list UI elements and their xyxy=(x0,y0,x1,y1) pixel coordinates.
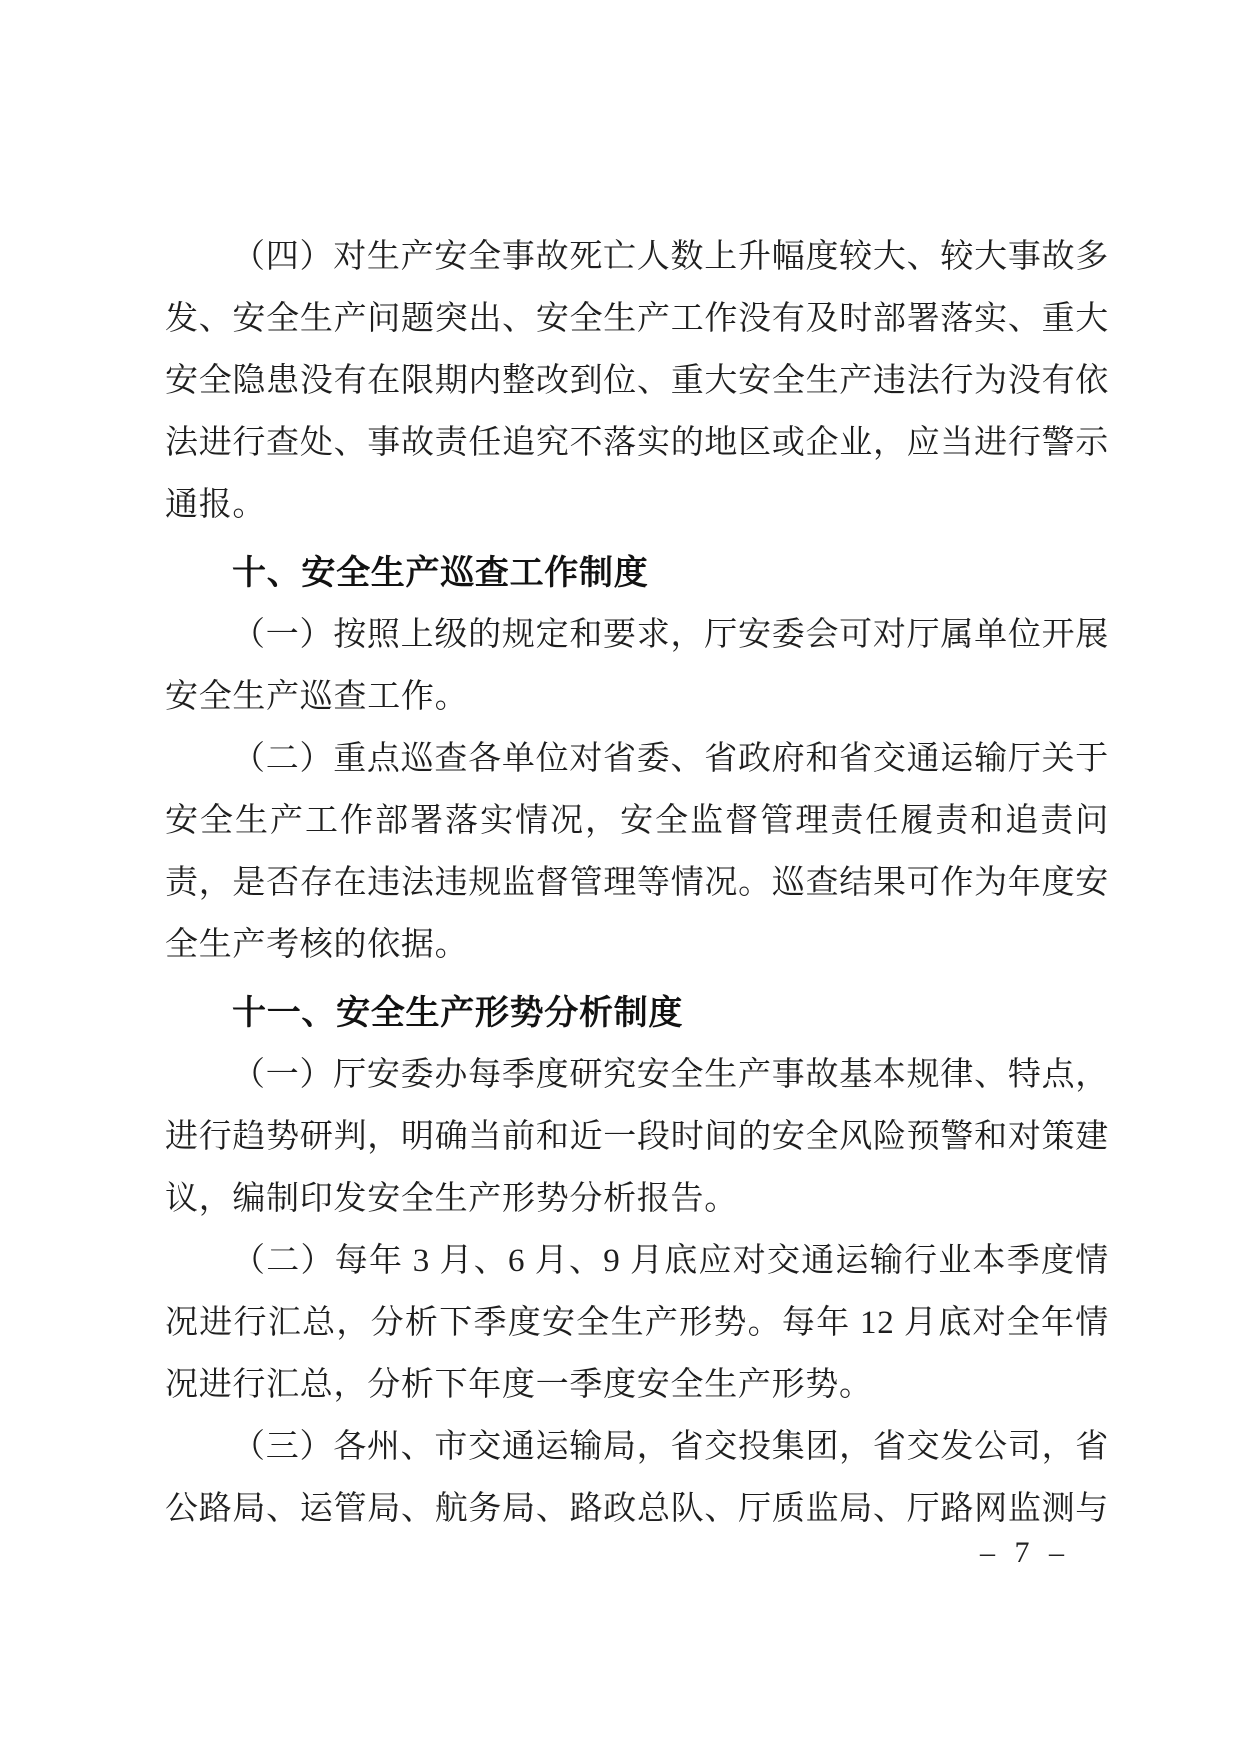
paragraph-line: （一）厅安委办每季度研究安全生产事故基本规律、特点， xyxy=(232,1057,1109,1093)
paragraph-line: 况进行汇总，分析下年度一季度安全生产形势。 xyxy=(165,1367,873,1403)
paragraph-line: 责，是否存在违法违规监督管理等情况。巡查结果可作为年度安 xyxy=(165,865,1109,901)
paragraph-line: （二）每年 3 月、6 月、9 月底应对交通运输行业本季度情 xyxy=(232,1243,1109,1279)
paragraph-line: （二）重点巡查各单位对省委、省政府和省交通运输厅关于 xyxy=(232,741,1109,777)
paragraph-line: （四）对生产安全事故死亡人数上升幅度较大、较大事故多 xyxy=(232,239,1109,275)
paragraph-line: 发、安全生产问题突出、安全生产工作没有及时部署落实、重大 xyxy=(165,301,1109,337)
paragraph-line: 议，编制印发安全生产形势分析报告。 xyxy=(165,1181,738,1217)
paragraph-line: 况进行汇总，分析下季度安全生产形势。每年 12 月底对全年情 xyxy=(165,1305,1109,1341)
section-heading: 十、安全生产巡查工作制度 xyxy=(232,554,649,592)
text-block xyxy=(165,226,1109,1540)
paragraph-line: 公路局、运管局、航务局、路政总队、厅质监局、厅路网监测与 xyxy=(165,1491,1109,1527)
paragraph-line: 进行趋势研判，明确当前和近一段时间的安全风险预警和对策建 xyxy=(165,1119,1109,1155)
paragraph-line: 法进行查处、事故责任追究不落实的地区或企业，应当进行警示 xyxy=(165,425,1109,461)
paragraph-line: 安全隐患没有在限期内整改到位、重大安全生产违法行为没有依 xyxy=(165,363,1109,399)
page-number: – 7 – xyxy=(980,1536,1070,1569)
paragraph-line: 安全生产工作部署落实情况，安全监督管理责任履责和追责问 xyxy=(165,803,1109,839)
paragraph-line: 通报。 xyxy=(165,487,267,523)
paragraph-line: （三）各州、市交通运输局，省交投集团，省交发公司，省 xyxy=(232,1429,1109,1465)
paragraph-line: （一）按照上级的规定和要求，厅安委会可对厅属单位开展 xyxy=(232,617,1109,653)
paragraph-line: 安全生产巡查工作。 xyxy=(165,679,469,715)
section-heading: 十一、安全生产形势分析制度 xyxy=(232,994,684,1032)
paragraph-line: 全生产考核的依据。 xyxy=(165,927,469,963)
